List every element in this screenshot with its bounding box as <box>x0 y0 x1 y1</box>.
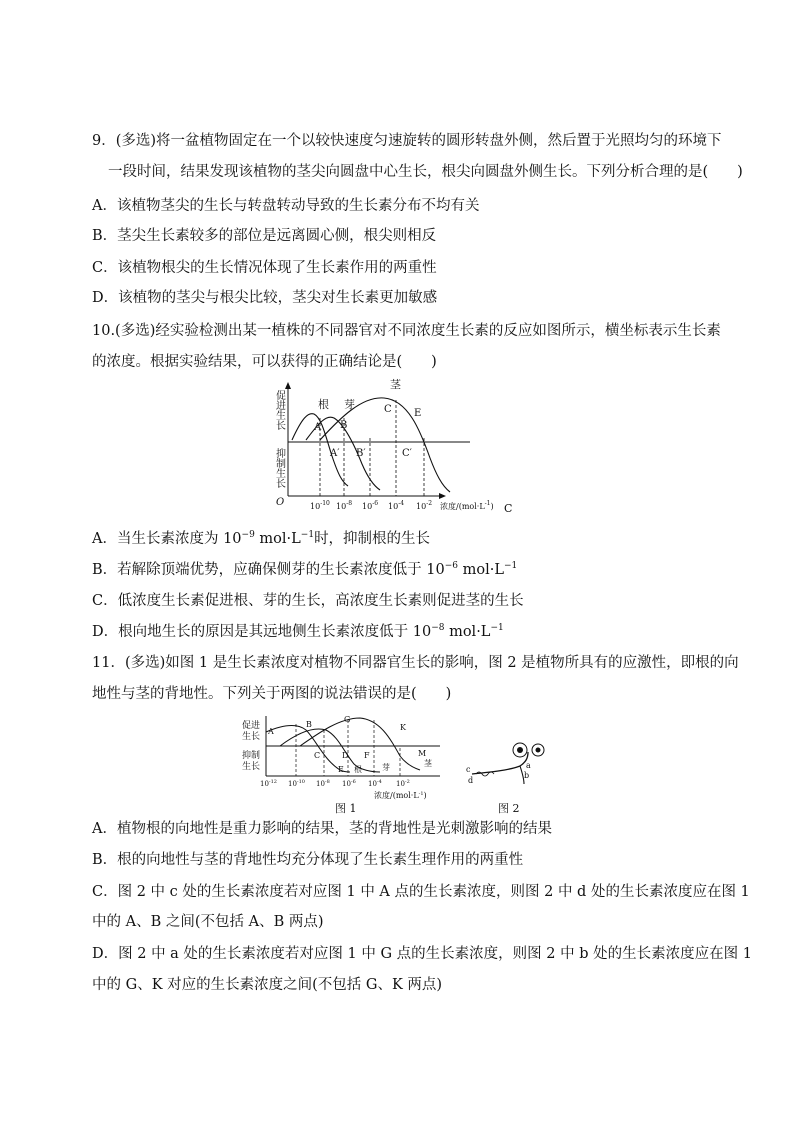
q11-y-bot2: 生长 <box>242 762 261 772</box>
q10-label-root: 根 <box>318 398 329 411</box>
q11-option-d-line2: 中的 G、K 对应的生长素浓度之间(不包括 G、K 两点) <box>92 977 443 993</box>
f1-point-b: B <box>306 720 312 729</box>
q10-point-a2: A′ <box>330 448 340 459</box>
q10-x-unit: 浓度$/(mol\cdot L^{-1})$ <box>440 500 494 511</box>
q10-tick-3: $10^{-4}$ <box>388 500 405 511</box>
q10-tick-1: $10^{-8}$ <box>336 500 353 511</box>
q10-point-b2: B′ <box>356 448 366 459</box>
q10-option-a: A．当生长素浓度为 $10^{-9}$ $mol\cdot L^{-1}$时，抑制根的生长 <box>92 530 431 547</box>
q10-y-bottom-label: 抑制生长 <box>273 448 285 488</box>
q10-tick-2: $10^{-6}$ <box>362 500 379 511</box>
q10-option-c: C．低浓度生长素促进根、芽的生长，高浓度生长素则促进茎的生长 <box>92 593 524 609</box>
q10-point-e: E <box>414 408 422 419</box>
q10-point-b: B <box>340 420 348 431</box>
f1-point-d: D <box>342 751 349 760</box>
f1-tick-3: $10^{-6}$ <box>342 779 356 788</box>
f1-tick-2: $10^{-8}$ <box>316 779 330 788</box>
q9-option-a: A．该植物茎尖的生长与转盘转动导致的生长素分布不均有关 <box>92 198 480 214</box>
q11-option-d-line1: D．图 2 中 a 处的生长素浓度若对应图 1 中 G 点的生长素浓度，则图 2 中 b 处的生长素浓度应在图 1 <box>92 946 752 962</box>
q10-label-stem: 茎 <box>390 378 401 391</box>
q10-point-c2: C′ <box>402 448 412 459</box>
q10-label-bud: 芽 <box>344 398 355 411</box>
f1-x-unit: 浓度$/(mol\cdot L^{-1})$ <box>374 791 427 800</box>
q9-stem-line2: 一段时间，结果发现该植物的茎尖向圆盘中心生长，根尖向圆盘外侧生长。下列分析合理的是( ) <box>108 164 743 180</box>
f2-point-b: b <box>524 771 530 780</box>
q10-tick-0: $10^{-10}$ <box>310 500 330 511</box>
q11-figure1 <box>240 712 450 802</box>
q10-stem-line2: 的浓度。根据实验结果，可以获得的正确结论是( ) <box>92 354 437 370</box>
q11-y-bot1: 抑制 <box>242 751 261 761</box>
q10-y-top-label: 促进生长 <box>273 390 285 430</box>
f1-point-f: F <box>364 751 370 760</box>
q9-option-d: D．该植物的茎尖与根尖比较，茎尖对生长素更加敏感 <box>92 290 438 306</box>
q10-point-a: A <box>314 422 322 433</box>
f1-label-root: 根 <box>354 765 362 774</box>
q11-figure2 <box>462 736 562 796</box>
q11-option-c-line2: 中的 A、B 之间(不包括 A、B 两点) <box>92 914 324 930</box>
q11-option-a: A．植物根的向地性是重力影响的结果，茎的背地性是光刺激影响的结果 <box>92 821 552 837</box>
f1-point-e: E <box>338 765 344 774</box>
q9-stem-line1: 9．(多选)将一盆植物固定在一个以较快速度匀速旋转的圆形转盘外侧，然后置于光照均匀的环境下 <box>92 133 722 149</box>
f1-point-a: A <box>268 727 274 736</box>
f1-tick-0: $10^{-12}$ <box>260 779 277 788</box>
f1-point-g: G <box>344 715 351 724</box>
q11-y-top2: 生长 <box>242 732 261 742</box>
q10-origin: O <box>276 497 285 508</box>
f1-label-bud: 芽 <box>382 763 390 772</box>
q11-option-b: B．根的向地性与茎的背地性均充分体现了生长素生理作用的两重性 <box>92 852 524 868</box>
f1-label-stem: 茎 <box>424 759 432 768</box>
f2-point-d: d <box>468 776 474 785</box>
figure2-caption: 图 2 <box>498 802 520 815</box>
f1-tick-5: $10^{-2}$ <box>396 779 410 788</box>
f1-point-m: M <box>418 749 427 758</box>
f1-tick-4: $10^{-4}$ <box>368 779 382 788</box>
q11-option-c-line1: C．图 2 中 c 处的生长素浓度若对应图 1 中 A 点的生长素浓度，则图 2 中 d 处的生长素浓度应在图 1 <box>92 884 750 900</box>
q11-stem-line2: 地性与茎的背地性。下列关于两图的说法错误的是( ) <box>92 686 452 702</box>
q10-option-b: B．若解除顶端优势，应确保侧芽的生长素浓度低于 $10^{-6}$ $mol\cdot L^{-1}$ <box>92 561 518 578</box>
f1-tick-1: $10^{-10}$ <box>288 779 305 788</box>
f1-point-c: C <box>314 751 321 760</box>
q10-point-c: C <box>384 404 392 415</box>
q10-trailing-c: C <box>504 502 513 515</box>
q9-option-b: B．茎尖生长素较多的部位是远离圆心侧，根尖则相反 <box>92 228 437 244</box>
q11-stem-line1: 11．(多选)如图 1 是生长素浓度对植物不同器官生长的影响，图 2 是植物所具有的应激性，即根的向 <box>92 655 739 671</box>
q10-option-d: D．根向地生长的原因是其远地侧生长素浓度低于 $10^{-8}$ $mol\cdot L^{-1}$ <box>92 623 504 640</box>
f1-point-k: K <box>400 723 406 732</box>
q11-y-top1: 促进 <box>242 721 261 731</box>
q10-stem-line1: 10.(多选)经实验检测出某一植株的不同器官对不同浓度生长素的反应如图所示，横坐标表示生长素 <box>92 323 721 339</box>
q10-tick-4: $10^{-2}$ <box>416 500 433 511</box>
q10-figure <box>270 378 520 518</box>
f2-point-c: c <box>466 765 471 774</box>
q9-option-c: C．该植物根尖的生长情况体现了生长素作用的两重性 <box>92 260 437 276</box>
figure1-caption: 图 1 <box>335 802 357 815</box>
f2-point-a: a <box>526 761 531 770</box>
